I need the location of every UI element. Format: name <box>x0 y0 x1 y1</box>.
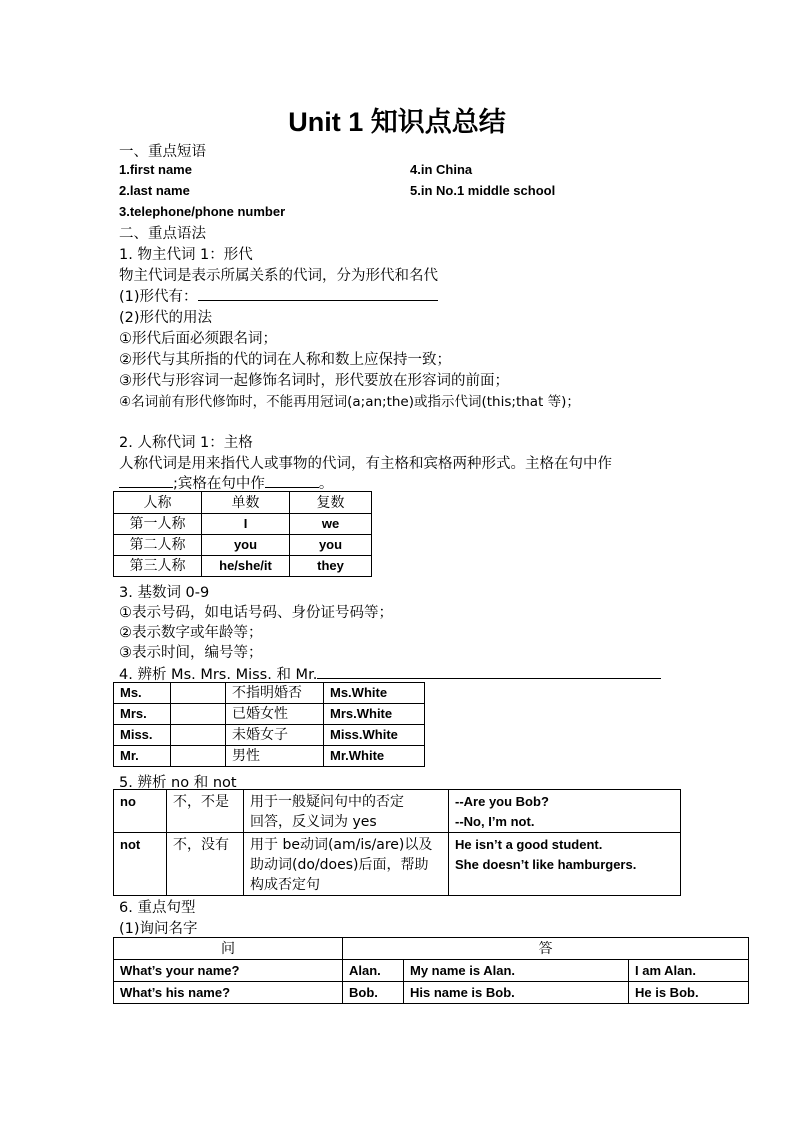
grammar-heading-text: 6. 重点句型 <box>119 900 196 916</box>
table-cell: 男性 <box>226 746 324 767</box>
grammar-heading: 2. 人称代词 1：主格 <box>119 435 253 451</box>
list-item: ①表示号码，如电话号码、身份证号码等； <box>119 605 393 621</box>
grammar-heading: 1. 物主代词 1：形代 <box>119 247 253 263</box>
table-cell <box>449 790 681 833</box>
table-cell: 第三人称 <box>114 556 202 577</box>
usage-line: 构成否定句 <box>250 877 320 893</box>
table-cell: they <box>290 556 372 577</box>
table-cell: Ms.White <box>324 683 425 704</box>
intro-text: ;宾格在句中作 <box>173 476 265 492</box>
rule-item: ④名词前有形代修饰时，不能再用冠词(a;an;the)或指示代词(this;that 等)； <box>119 394 580 410</box>
table-cell: Mrs. <box>114 704 171 725</box>
fill-blank <box>317 664 661 679</box>
table-cell: you <box>290 535 372 556</box>
rule-item: ②形代与其所指的代的词在人称和数上应保持一致； <box>119 352 451 368</box>
forms-label: (1)形代有： <box>119 289 198 305</box>
rule-item: ①形代后面必须跟名词； <box>119 331 277 347</box>
table-cell: He is Bob. <box>629 982 749 1004</box>
example-line: She doesn’t like hamburgers. <box>455 857 637 872</box>
title-text: Unit 1 知识点总结 <box>288 107 506 137</box>
table-cell: Mrs.White <box>324 704 425 725</box>
table-cell <box>244 833 449 896</box>
table-cell: he/she/it <box>202 556 290 577</box>
fill-blank <box>198 286 438 301</box>
table-cell <box>171 746 226 767</box>
title-compare-table <box>113 682 425 767</box>
usage-line: 助动词(do/does)后面，帮助 <box>250 857 429 873</box>
table-cell: not <box>114 833 167 896</box>
phrase-item: 4.in China <box>410 162 473 177</box>
list-item: ③表示时间，编号等； <box>119 645 263 661</box>
usage-line: 用于一般疑问句中的否定 <box>250 794 404 810</box>
fill-blank <box>265 473 319 488</box>
rule-item: ③形代与形容词一起修饰名词时，形代要放在形容词的前面； <box>119 373 509 389</box>
pronoun-table <box>113 491 372 577</box>
example-line: --No, I’m not. <box>455 814 535 829</box>
forms-line <box>119 285 438 306</box>
table-cell: Mr.White <box>324 746 425 767</box>
table-cell: His name is Bob. <box>404 982 629 1004</box>
table-cell: What’s his name? <box>114 982 343 1004</box>
section-heading-phrases: 一、重点短语 <box>119 144 206 160</box>
table-cell: My name is Alan. <box>404 960 629 982</box>
grammar-heading <box>119 581 209 602</box>
phrase-item: 1.first name <box>119 162 192 177</box>
table-cell <box>171 683 226 704</box>
table-cell: Bob. <box>343 982 404 1004</box>
sub-heading: (1)询问名字 <box>119 921 198 937</box>
table-cell: 第一人称 <box>114 514 202 535</box>
table-header: 答 <box>343 938 749 960</box>
grammar-heading <box>119 663 661 684</box>
table-cell: Miss.White <box>324 725 425 746</box>
list-item: ②表示数字或年龄等； <box>119 625 263 641</box>
sentence-table <box>113 937 749 1004</box>
section-heading-grammar: 二、重点语法 <box>119 226 206 242</box>
table-cell: 已婚女性 <box>226 704 324 725</box>
example-line: --Are you Bob? <box>455 794 549 809</box>
usage-line: 用于 be动词(am/is/are)以及 <box>250 837 433 853</box>
table-cell <box>449 833 681 896</box>
grammar-intro: 人称代词是用来指代人或事物的代词，有主格和宾格两种形式。主格在句中作 <box>119 456 612 472</box>
no-not-table <box>113 789 681 896</box>
table-header: 问 <box>114 938 343 960</box>
page-title <box>0 100 794 139</box>
table-cell: you <box>202 535 290 556</box>
table-cell: Ms. <box>114 683 171 704</box>
intro-text: 。 <box>318 476 334 492</box>
phrase-item: 2.last name <box>119 183 190 198</box>
grammar-heading <box>119 896 195 917</box>
table-cell: we <box>290 514 372 535</box>
usage-line: 回答，反义词为 yes <box>250 814 377 830</box>
grammar-heading-text: 5. 辨析 no 和 not <box>119 775 237 791</box>
usage-label: (2)形代的用法 <box>119 310 213 326</box>
table-cell <box>171 725 226 746</box>
table-cell: Miss. <box>114 725 171 746</box>
fill-blank <box>119 473 173 488</box>
grammar-heading-text: 4. 辨析 Ms. Mrs. Miss. 和 Mr. <box>119 667 318 683</box>
table-cell: I am Alan. <box>629 960 749 982</box>
table-cell: 未婚女子 <box>226 725 324 746</box>
table-header: 单数 <box>202 492 290 514</box>
table-cell: Alan. <box>343 960 404 982</box>
grammar-intro: 物主代词是表示所属关系的代词，分为形代和名代 <box>119 268 438 284</box>
grammar-heading-text: 3. 基数词 0-9 <box>119 585 210 601</box>
table-cell <box>244 790 449 833</box>
table-cell: 不指明婚否 <box>226 683 324 704</box>
table-header: 人称 <box>114 492 202 514</box>
table-cell: What’s your name? <box>114 960 343 982</box>
table-cell: 不，不是 <box>167 790 244 833</box>
table-cell: Mr. <box>114 746 171 767</box>
phrase-item: 3.telephone/phone number <box>119 204 286 219</box>
phrase-item: 5.in No.1 middle school <box>410 183 556 198</box>
grammar-intro-blanks <box>119 472 333 493</box>
table-header: 复数 <box>290 492 372 514</box>
table-cell <box>171 704 226 725</box>
table-cell: 第二人称 <box>114 535 202 556</box>
example-line: He isn’t a good student. <box>455 837 603 852</box>
table-cell: no <box>114 790 167 833</box>
table-cell: I <box>202 514 290 535</box>
table-cell: 不，没有 <box>167 833 244 896</box>
